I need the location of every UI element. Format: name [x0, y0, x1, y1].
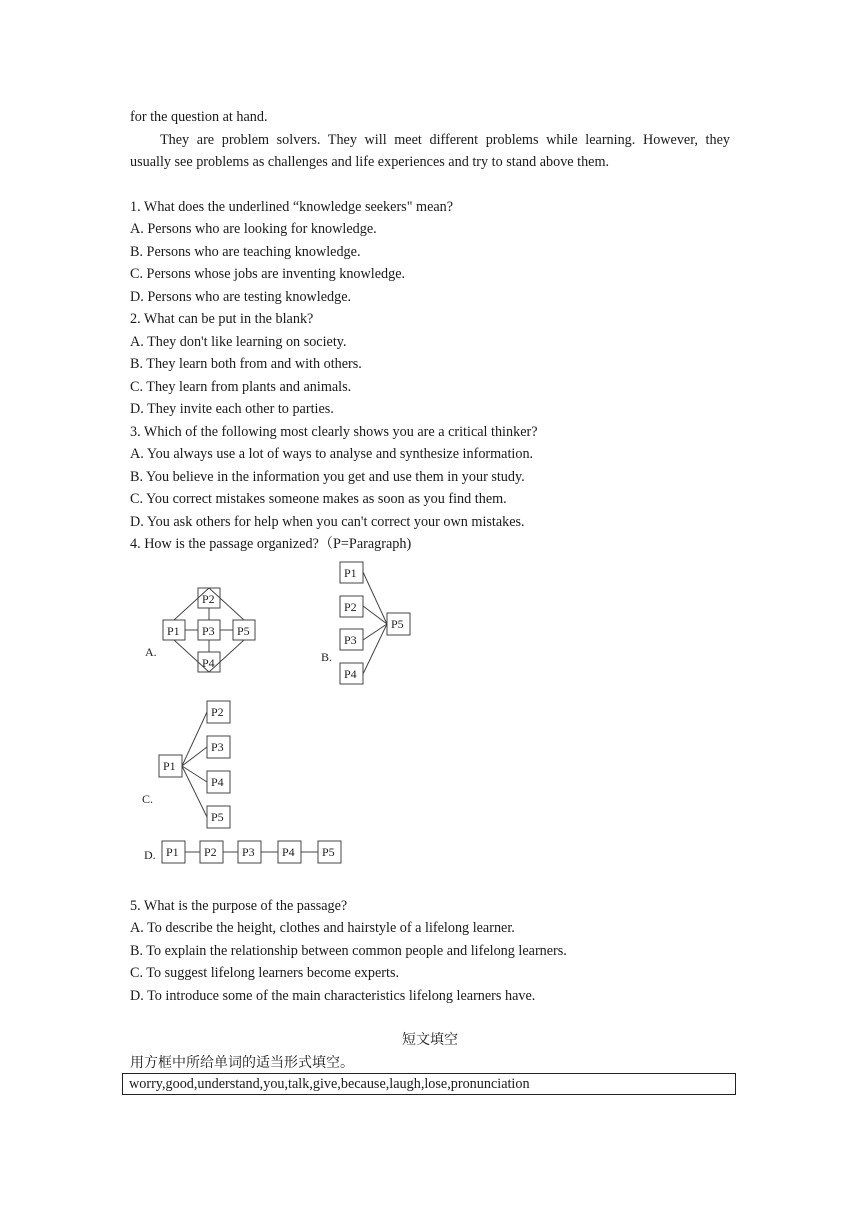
node-p3: P3 [344, 633, 357, 647]
passage-line: They are problem solvers. They will meet different problems while learning. However, they [160, 132, 730, 148]
node-p3: P3 [242, 845, 255, 859]
question-1-option-c: C. Persons whose jobs are inventing knowledge. [130, 266, 406, 282]
question-3-option-a: A. You always use a lot of ways to analyse and synthesize information. [130, 446, 534, 462]
word-bank-box [122, 1073, 736, 1095]
question-5-option-c: C. To suggest lifelong learners become experts. [130, 965, 400, 981]
section-instruction: 用方框中所给单词的适当形式填空。 [130, 1055, 354, 1071]
word-bank-text: worry,good,understand,you,talk,give,because,laugh,lose,pronunciation [129, 1076, 530, 1092]
diagram-option-c [142, 701, 230, 828]
question-2-option-c: C. They learn from plants and animals. [130, 379, 352, 395]
node-p5: P5 [211, 810, 224, 824]
diagram-option-b [321, 562, 410, 684]
question-2-option-a: A. They don't like learning on society. [130, 334, 347, 350]
question-1-stem: 1. What does the underlined “knowledge seekers" mean? [130, 199, 454, 215]
question-3-option-d: D. You ask others for help when you can't correct your own mistakes. [130, 514, 525, 530]
passage-line: usually see problems as challenges and life experiences and try to stand above them. [130, 154, 610, 170]
node-p1: P1 [166, 845, 179, 859]
section-title: 短文填空 [402, 1032, 458, 1048]
node-p1: P1 [167, 624, 180, 638]
question-5-option-a: A. To describe the height, clothes and hairstyle of a lifelong learner. [130, 920, 515, 936]
question-5-option-b: B. To explain the relationship between common people and lifelong learners. [130, 943, 567, 959]
node-p2: P2 [202, 592, 215, 606]
node-p3: P3 [211, 740, 224, 754]
question-3-option-c: C. You correct mistakes someone makes as soon as you find them. [130, 491, 507, 507]
node-p4: P4 [282, 845, 295, 859]
question-1-option-d: D. Persons who are testing knowledge. [130, 289, 352, 305]
question-3-option-b: B. You believe in the information you get and use them in your study. [130, 469, 525, 485]
node-p4: P4 [211, 775, 224, 789]
node-p2: P2 [204, 845, 217, 859]
question-1-option-b: B. Persons who are teaching knowledge. [130, 244, 361, 260]
question-2-option-d: D. They invite each other to parties. [130, 401, 334, 417]
node-p2: P2 [344, 600, 357, 614]
diagram-option-a [145, 588, 255, 672]
passage-line: for the question at hand. [130, 109, 268, 125]
question-1-option-a: A. Persons who are looking for knowledge. [130, 221, 377, 237]
question-4-stem: 4. How is the passage organized?（P=Paragraph) [130, 536, 412, 552]
diagram-option-d [144, 841, 341, 863]
option-label-c: C. [142, 792, 154, 806]
question-2-stem: 2. What can be put in the blank? [130, 311, 314, 327]
node-p4: P4 [344, 667, 357, 681]
organization-diagram [128, 556, 428, 876]
node-p5: P5 [237, 624, 250, 638]
question-3-stem: 3. Which of the following most clearly shows you are a critical thinker? [130, 424, 538, 440]
node-p2: P2 [211, 705, 224, 719]
question-2-option-b: B. They learn both from and with others. [130, 356, 362, 372]
node-p1: P1 [163, 759, 176, 773]
option-label-a: A. [145, 645, 157, 659]
node-p4: P4 [202, 656, 215, 670]
node-p1: P1 [344, 566, 357, 580]
question-5-option-d: D. To introduce some of the main characteristics lifelong learners have. [130, 988, 536, 1004]
question-5-stem: 5. What is the purpose of the passage? [130, 898, 348, 914]
node-p5: P5 [391, 617, 404, 631]
option-label-b: B. [321, 650, 333, 664]
option-label-d: D. [144, 848, 156, 862]
node-p5: P5 [322, 845, 335, 859]
node-p3: P3 [202, 624, 215, 638]
